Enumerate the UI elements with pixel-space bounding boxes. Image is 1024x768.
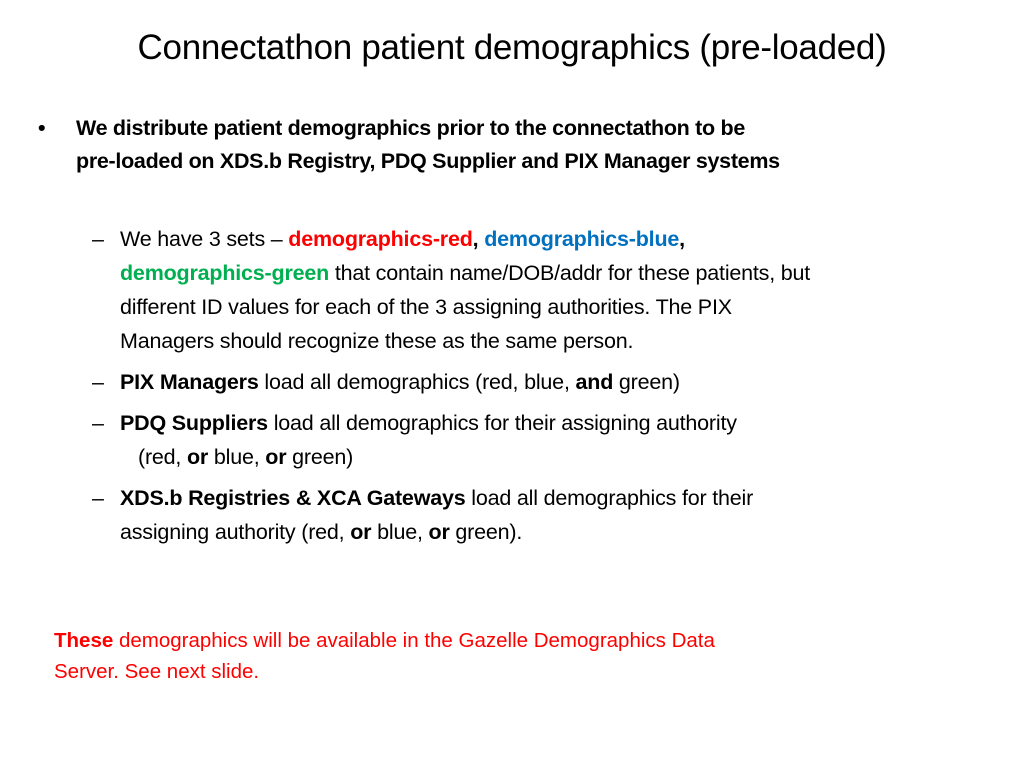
sub-bullet-xds-line-1 (120, 481, 992, 515)
or-word: or (428, 520, 450, 544)
xds-line2-a: assigning authority (red, (120, 520, 351, 544)
sets-rest: that contain name/DOB/addr for these patients, but (329, 261, 811, 285)
sub-bullet-xds-line-2 (120, 515, 992, 549)
main-bullet-text (76, 112, 998, 178)
demographics-green-label: demographics-green (120, 261, 330, 285)
or-word: or (350, 520, 372, 544)
pix-middle: load all demographics (red, blue, (258, 370, 576, 394)
sub-bullet-xds (92, 481, 992, 549)
sub-bullet-pix-line (120, 365, 992, 399)
dash-marker: – (92, 370, 104, 394)
pdq-line1-rest: load all demographics for their assigning authority (267, 411, 737, 435)
bullet-marker: • (38, 116, 46, 140)
pdq-line2-c: green) (286, 445, 354, 469)
sub-bullet-sets-line-2 (120, 256, 992, 290)
or-word: or (186, 445, 209, 469)
sub-bullet-sets-line-4: Managers should recognize these as the same person. (120, 329, 634, 353)
footnote-line-1 (54, 625, 914, 656)
pix-managers-label: PIX Managers (120, 370, 259, 394)
sub-bullet-sets-line-3: different ID values for each of the 3 assigning authorities. The PIX (120, 295, 732, 319)
sub-bullet-pdq-line-1 (120, 406, 992, 440)
comma: , (679, 227, 685, 251)
main-bullet (38, 112, 998, 178)
sub-bullet-sets-line-1 (120, 222, 992, 256)
sub-bullet-list (92, 222, 992, 556)
pdq-suppliers-label: PDQ Suppliers (120, 411, 268, 435)
slide-title: Connectathon patient demographics (pre-loaded) (137, 28, 887, 67)
sub-bullet-pdq (92, 406, 992, 474)
xds-registries-label: XDS.b Registries & XCA Gateways (120, 486, 466, 510)
sets-prefix: We have 3 sets – (120, 227, 289, 251)
xds-line2-c: green). (449, 520, 523, 544)
comma: , (472, 227, 479, 251)
xds-line2-b: blue, (371, 520, 429, 544)
pix-end: green) (613, 370, 680, 394)
demographics-blue-label: demographics-blue (484, 227, 680, 251)
main-bullet-line-1: We distribute patient demographics prior to the connectathon to be (76, 116, 746, 140)
demographics-red-label: demographics-red (288, 227, 473, 251)
pdq-line2-a: (red, (138, 445, 187, 469)
main-bullet-line-2: pre-loaded on XDS.b Registry, PDQ Supplier and PIX Manager systems (76, 149, 780, 173)
sub-bullet-sets (92, 222, 992, 358)
footnote-line-2: Server. See next slide. (54, 660, 260, 683)
pdq-line2-b: blue, (208, 445, 266, 469)
dash-marker: – (92, 486, 104, 510)
footnote-bold: These (54, 629, 114, 652)
footnote-rest: demographics will be available in the Gazelle Demographics Data (113, 629, 715, 652)
footnote (54, 625, 914, 687)
dash-marker: – (92, 411, 104, 435)
sub-bullet-pdq-line-2 (120, 440, 992, 474)
dash-marker: – (92, 227, 104, 251)
xds-line1-rest: load all demographics for their (465, 486, 754, 510)
sub-bullet-pix (92, 365, 992, 399)
and-word: and (575, 370, 614, 394)
or-word: or (265, 445, 287, 469)
